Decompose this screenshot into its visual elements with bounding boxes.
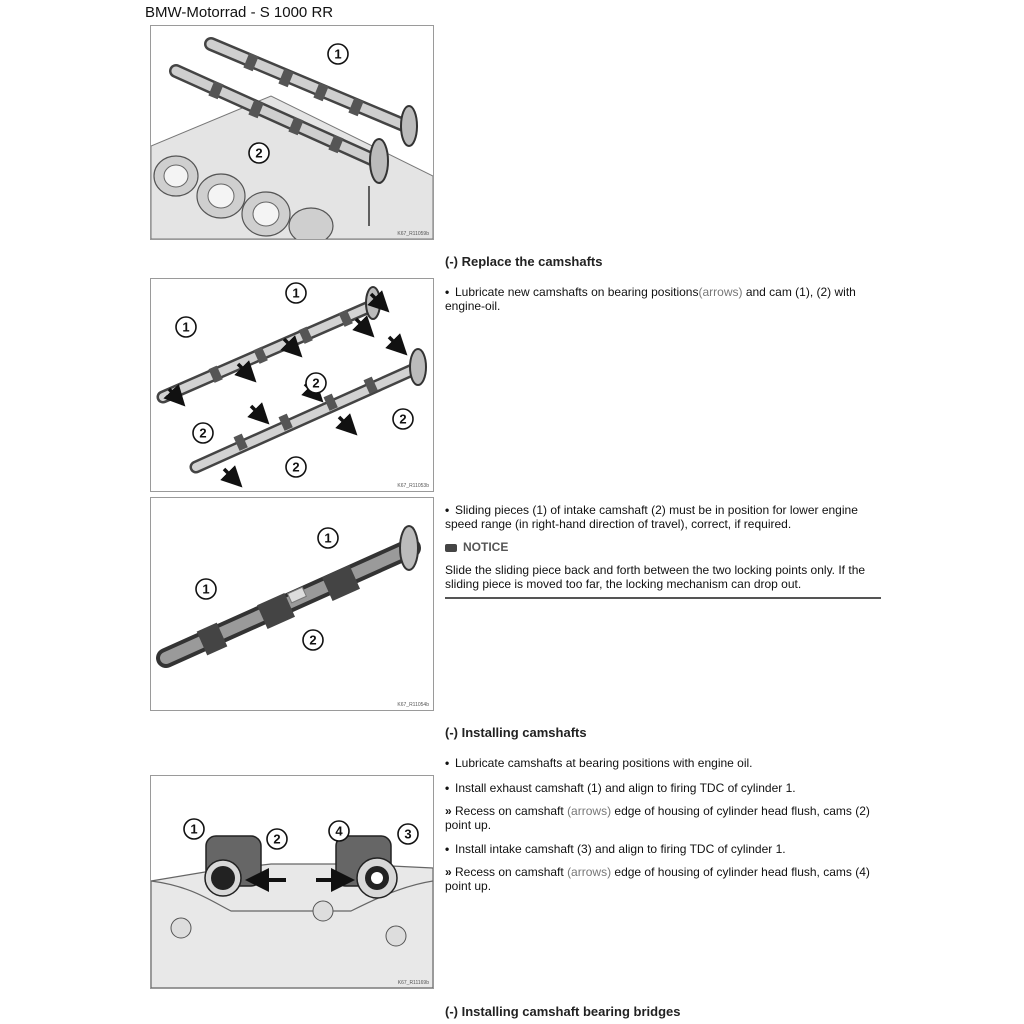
figure2-callout-2-mid xyxy=(306,373,326,393)
result-marker: » xyxy=(445,804,452,818)
svg-text:2: 2 xyxy=(309,632,317,648)
svg-text:3: 3 xyxy=(404,826,412,842)
figure-camshafts-lubrication xyxy=(150,278,434,492)
bullet-marker: • xyxy=(445,285,450,299)
camshafts-in-head-illustration xyxy=(151,26,433,239)
figure4-callout-3 xyxy=(398,824,418,844)
pointing-hand-icon xyxy=(445,544,457,552)
step-lubricate-bearings: • Lubricate camshafts at bearing positions with engine oil. xyxy=(445,756,753,770)
bullet-marker: • xyxy=(445,756,450,770)
result-marker: » xyxy=(445,865,452,879)
figure-code: K67_R11054b xyxy=(397,702,429,708)
figure-intake-camshaft-sliding-pieces xyxy=(150,497,434,711)
svg-text:1: 1 xyxy=(292,285,300,301)
figure2-callout-2-right xyxy=(393,409,413,429)
svg-text:1: 1 xyxy=(190,821,198,837)
step-install-intake-camshaft: • Install intake camshaft (3) and align to firing TDC of cylinder 1. xyxy=(445,842,786,856)
svg-text:2: 2 xyxy=(199,425,207,441)
figure3-callout-1-left xyxy=(196,579,216,599)
svg-text:2: 2 xyxy=(273,831,281,847)
svg-text:1: 1 xyxy=(334,46,342,62)
figure2-callout-1-top xyxy=(286,283,306,303)
camshafts-lubrication-illustration xyxy=(151,279,433,491)
document-header-title: BMW-Motorrad - S 1000 RR xyxy=(145,4,334,21)
figure2-callout-2-left xyxy=(193,423,213,443)
figure3-callout-2 xyxy=(303,630,323,650)
result-recess-intake: » Recess on camshaft (arrows) edge of housing of cylinder head flush, cams (4) point up. xyxy=(445,865,870,893)
figure-code: K67_R11053b xyxy=(397,483,429,489)
intake-camshaft-illustration xyxy=(151,498,433,710)
figure4-callout-2 xyxy=(267,829,287,849)
svg-text:2: 2 xyxy=(399,411,407,427)
figure-code: K67_R11059b xyxy=(397,231,429,237)
step-sliding-pieces: • Sliding pieces (1) of intake camshaft (2) must be in position for lower engine speed range (in right-hand direction of travel), correct, if required. xyxy=(445,503,858,531)
figure4-callout-4 xyxy=(329,821,349,841)
svg-text:2: 2 xyxy=(292,459,300,475)
figure-code: K67_R11169b xyxy=(397,980,429,986)
section-heading-replace-camshafts: (-) Replace the camshafts xyxy=(445,254,603,269)
svg-text:1: 1 xyxy=(202,581,210,597)
figure-camshafts-in-head xyxy=(150,25,434,240)
svg-text:2: 2 xyxy=(312,375,320,391)
result-recess-exhaust: » Recess on camshaft (arrows) edge of housing of cylinder head flush, cams (2) point up. xyxy=(445,804,870,832)
svg-text:1: 1 xyxy=(182,319,190,335)
section-heading-installing-bearing-bridges: (-) Installing camshaft bearing bridges xyxy=(445,1004,681,1019)
bullet-marker: • xyxy=(445,781,450,795)
camshaft-alignment-illustration xyxy=(151,776,433,988)
figure4-callout-1 xyxy=(184,819,204,839)
section-heading-installing-camshafts: (-) Installing camshafts xyxy=(445,725,587,740)
figure1-callout-1 xyxy=(328,44,348,64)
svg-text:4: 4 xyxy=(335,823,343,839)
svg-text:2: 2 xyxy=(255,145,263,161)
bullet-marker: • xyxy=(445,503,450,517)
notice-heading: NOTICE xyxy=(445,540,508,554)
bullet-marker: • xyxy=(445,842,450,856)
svg-text:1: 1 xyxy=(324,530,332,546)
step-lubricate-new-camshafts: • Lubricate new camshafts on bearing positions(arrows) and cam (1), (2) with engine-oil. xyxy=(445,285,856,313)
figure3-callout-1-top xyxy=(318,528,338,548)
step-install-exhaust-camshaft: • Install exhaust camshaft (1) and align to firing TDC of cylinder 1. xyxy=(445,781,796,795)
figure-camshaft-alignment xyxy=(150,775,434,989)
notice-text: Slide the sliding piece back and forth between the two locking points only. If the sliding piece is moved too far, the locking mechanism can drop out. xyxy=(445,563,881,599)
figure2-callout-2-bottom xyxy=(286,457,306,477)
figure2-callout-1-left xyxy=(176,317,196,337)
figure1-callout-2 xyxy=(249,143,269,163)
